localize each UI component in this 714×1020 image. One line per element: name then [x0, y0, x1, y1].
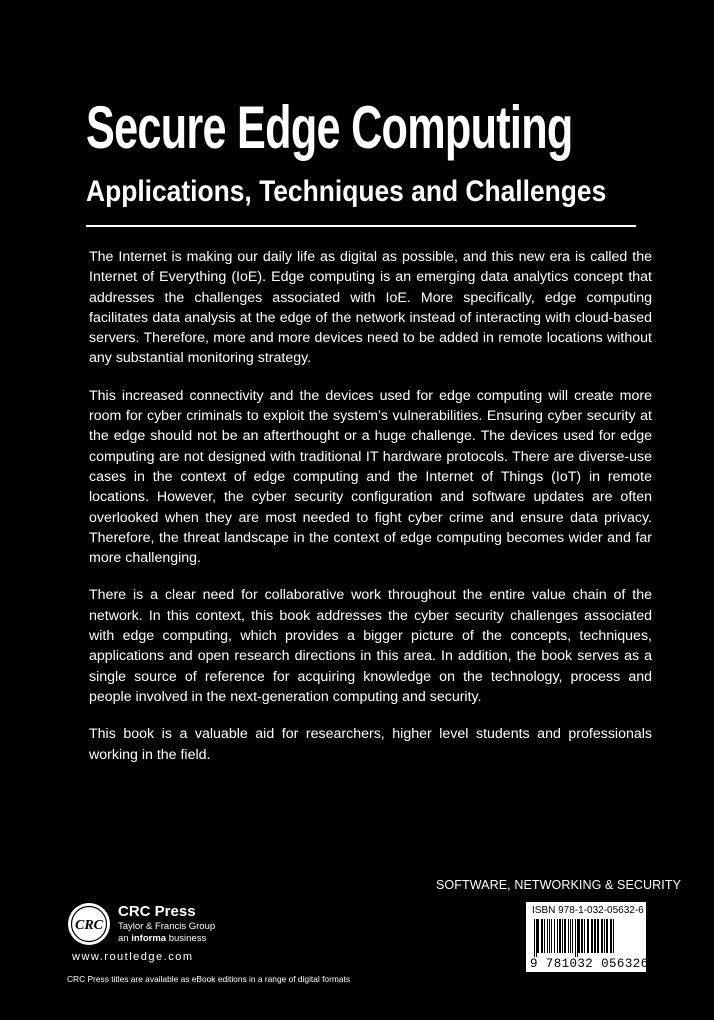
- publisher-tagline: an informa business: [118, 932, 207, 944]
- title-divider: [86, 225, 636, 227]
- description-paragraph: There is a clear need for collaborative work throughout the entire value chain of the network. In this context, this book addresses the cyber security challenges associated with edge computing, which provides a bigger picture of the concepts, techniques, applications and open research directions in this area. In addition, the book serves as a single source of reference for acquiring knowledge on the technology, process and people involved in the next-generation computing and security.: [89, 587, 652, 705]
- ebook-note: CRC Press titles are available as eBook editions in a range of digital formats: [67, 974, 351, 984]
- publisher-block: [118, 904, 215, 943]
- crc-logo-text: CRC: [74, 918, 104, 933]
- description-paragraph: This increased connectivity and the devices used for edge computing will create more room for cyber criminals to exploit the system’s vulnerabilities. Ensuring cyber security at the edge should not be an afterthought or a huge challenge. The devices used for edge computing are not designed with traditional IT hardware protocols. There are diverse-use cases in the context of edge computing and the Internet of Things (IoT) in remote locations. However, the cyber security configuration and software updates are often overlooked when they are most needed to fight cyber crime and ensure data privacy. Therefore, the threat landscape in the context of edge computing becomes wider and far more challenging.: [89, 387, 652, 567]
- barcode-bars: [532, 919, 640, 957]
- publisher-name: CRC Press: [118, 903, 196, 920]
- subject-category: SOFTWARE, NETWORKING & SECURITY: [436, 878, 682, 892]
- description-paragraph: This book is a valuable aid for researchers, higher level students and professionals working in the field.: [89, 726, 652, 763]
- isbn-barcode: [526, 902, 649, 972]
- isbn-label: ISBN 978-1-032-05632-6: [532, 905, 644, 916]
- barcode-digits: 9 781032 056326: [530, 957, 649, 971]
- description-paragraph: The Internet is making our daily life as digital as possible, and this new era is called the Internet of Everything (IoE). Edge computing is an emerging data analytics concept that addresses the challenges associated with IoE. More specifically, edge computing facilitates data analysis at the edge of the network instead of interacting with cloud-based servers. Therefore, more and more devices need to be added in remote locations without any substantial monitoring strategy.: [89, 249, 652, 367]
- book-subtitle: Applications, Techniques and Challenges: [86, 175, 607, 208]
- publisher-website: www.routledge.com: [72, 951, 194, 963]
- crc-logo-icon: [67, 902, 111, 946]
- book-description: [89, 247, 652, 782]
- book-title: Secure Edge Computing: [86, 94, 573, 161]
- publisher-group: Taylor & Francis Group: [118, 921, 216, 932]
